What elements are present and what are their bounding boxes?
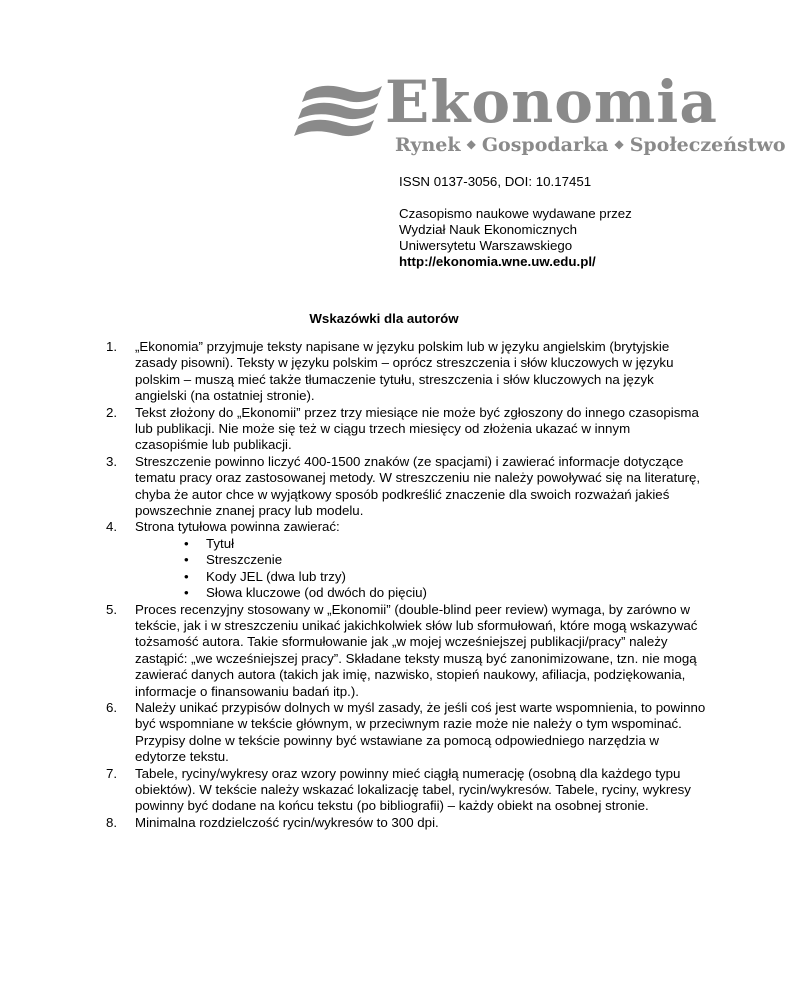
item-text: Tabele, ryciny/wykresy oraz wzory powinny mieć ciągłą numerację (osobną dla każdego typu obiektów). W tekście należy wskazać lokalizację tabel, rycin/wykresów. Tabele, ryciny, wykresy powinny być dodane na końcu tekstu (po bibliografii) – każdy obiekt na osobnej stronie.: [135, 765, 691, 814]
sub-item-text: Słowa kluczowe (od dwóch do pięciu): [206, 585, 427, 601]
list-item: [106, 700, 706, 766]
item-text: „Ekonomia” przyjmuje teksty napisane w języku polskim lub w języku angielskim (brytyjskie zasady pisowni). Teksty w języku polskim – oprócz streszczenia i słów kluczowych w języku polskim – muszą mieć także tłumaczenie tytułu, streszczenia i słów kluczowych na język angielski (na ostatniej stronie).: [135, 339, 674, 404]
list-item: [106, 454, 706, 520]
item-text: Strona tytułowa powinna zawierać:: [135, 519, 340, 535]
item-number: 4.: [106, 519, 118, 535]
tagline-word: Społeczeństwo: [629, 134, 786, 156]
item-number: 5.: [106, 601, 118, 617]
sub-list-item: [184, 585, 706, 601]
item-number: 6.: [106, 699, 118, 715]
tagline-word: Rynek: [395, 134, 461, 156]
list-item: [106, 815, 706, 831]
issn-line: ISSN 0137-3056, DOI: 10.17451: [399, 174, 592, 189]
item-number: 3.: [106, 453, 118, 469]
page-title: Wskazówki dla autorów: [309, 311, 459, 326]
journal-url-link[interactable]: http://ekonomia.wne.uw.edu.pl/: [399, 254, 596, 269]
diamond-icon: ◆: [466, 137, 476, 151]
item-text: Proces recenzyjny stosowany w „Ekonomii” (double-blind peer review) wymaga, by zarówno w tekście, jak i w streszczeniu unikać jakichkolwiek słów lub sformułowań, które mogą wskazywać tożsamość autora. Takie sformułowanie jak „w mojej wcześniejszej publikacji/pracy” należy zastąpić: „we wcześniejszej pracy”. Składane teksty muszą być zanonimizowane, tzn. nie mogą zawierać danych autora (takich jak imię, nazwisko, stopień naukowy, afiliacja, podziękowania, informacje o finansowaniu badań itp.).: [135, 601, 698, 699]
bullet-icon: •: [184, 552, 189, 568]
guidelines-list: [106, 339, 706, 831]
journal-info: [399, 174, 632, 270]
item-number: 7.: [106, 765, 118, 781]
sub-list-item: [184, 569, 706, 585]
sub-item-text: Kody JEL (dwa lub trzy): [206, 568, 346, 584]
logo-wordmark: Ekonomia: [385, 68, 718, 136]
item-text: Minimalna rozdzielczość rycin/wykresów to 300 dpi.: [135, 814, 439, 830]
publisher-line: Czasopismo naukowe wydawane przez: [399, 206, 632, 221]
item-number: 2.: [106, 404, 118, 420]
item-text: Należy unikać przypisów dolnych w myśl zasady, że jeśli coś jest warte wspomnienia, to powinno być wspomniane w tekście głównym, w przeciwnym razie może nie należy o tym wspominać. Przypisy dolne w tekście powinny być wstawiane za pomocą odpowiedniego narzędzia w edytorze tekstu.: [135, 699, 706, 765]
item-number: 1.: [106, 339, 118, 354]
title-page-sublist: [135, 536, 706, 602]
publisher-line: Wydział Nauk Ekonomicznych: [399, 222, 577, 237]
logo-tagline: [395, 134, 786, 156]
tagline-word: Gospodarka: [481, 134, 609, 156]
logo-waves-icon: [292, 82, 384, 140]
bullet-icon: •: [184, 585, 189, 601]
list-item: [106, 405, 706, 454]
item-text: Streszczenie powinno liczyć 400-1500 znaków (ze spacjami) i zawierać informacje dotyczące tematu pracy oraz zastosowanej metody. W streszczeniu nie należy powoływać się na literaturę, chyba że autor chce w wyjątkowy sposób podkreślić znaczenie dla swoich rozważań jakieś powszechnie znanej pracy lub modelu.: [135, 453, 701, 519]
diamond-icon: ◆: [614, 137, 624, 151]
sub-list-item: [184, 552, 706, 568]
list-item: [106, 602, 706, 700]
list-item: [106, 519, 706, 601]
list-item: [106, 339, 706, 405]
publisher-line: Uniwersytetu Warszawskiego: [399, 238, 573, 253]
sub-item-text: Tytuł: [206, 535, 235, 551]
bullet-icon: •: [184, 568, 189, 584]
item-number: 8.: [106, 814, 118, 830]
sub-list-item: [184, 536, 706, 552]
sub-item-text: Streszczenie: [206, 552, 283, 568]
list-item: [106, 766, 706, 815]
journal-logo: [292, 68, 786, 170]
item-text: Tekst złożony do „Ekonomii” przez trzy miesiące nie może być zgłoszony do innego czasopisma lub publikacji. Nie może się też w ciągu trzech miesięcy od złożenia ukazać w innym czasopiśmie lub publikacji.: [135, 404, 699, 453]
bullet-icon: •: [184, 535, 189, 551]
